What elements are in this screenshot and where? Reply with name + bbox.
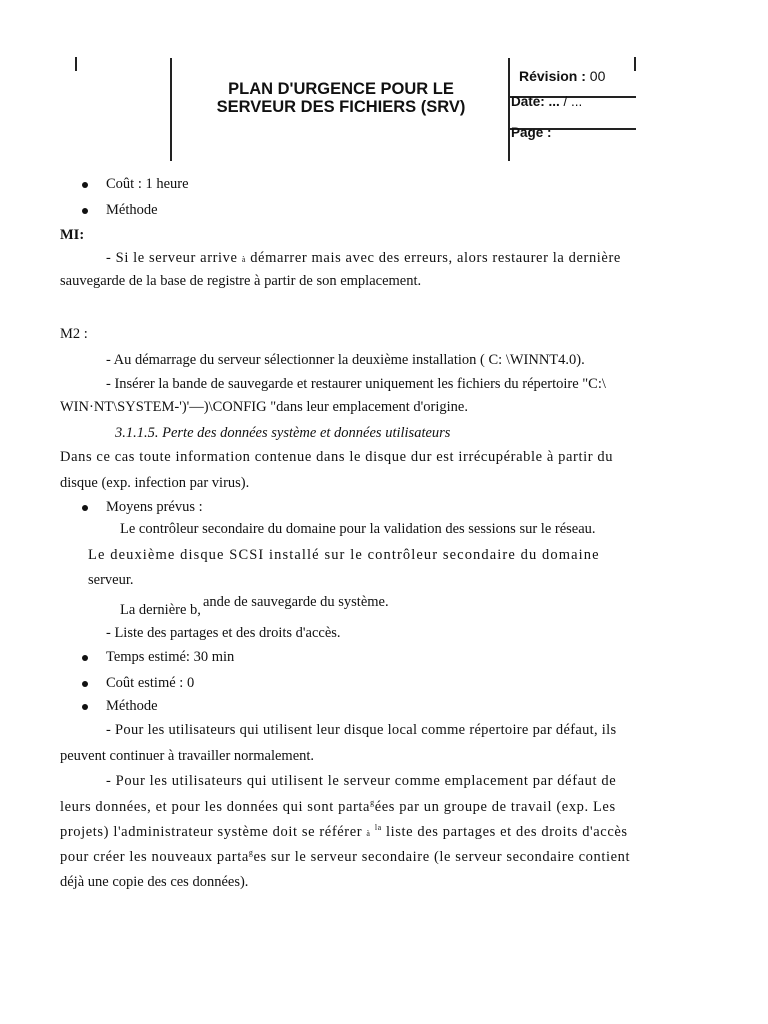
p2-line-3-b: liste des partages et des droits d'accès xyxy=(386,824,628,840)
p2-line-4-sup: g xyxy=(248,848,254,857)
bullet-dot xyxy=(82,655,88,661)
p2-line-1: - Pour les utilisateurs qui utilisent le serveur comme emplacement par défaut de xyxy=(106,773,617,789)
p2-line-2-a: leurs données, et pour les données qui sont parta xyxy=(60,799,371,815)
section-heading: 3.1.1.5. Perte des données système et données utilisateurs xyxy=(115,425,451,441)
moyen-1: Le contrôleur secondaire du domaine pour la validation des sessions sur le réseau. xyxy=(120,521,596,537)
moyen-2-line-2: serveur. xyxy=(88,572,134,588)
methode-item-2: Méthode xyxy=(106,698,158,714)
date-field xyxy=(511,94,582,109)
p2-line-2 xyxy=(60,798,616,816)
cout-estime-item: Coût estimé : 0 xyxy=(106,675,195,691)
m1-label: MI: xyxy=(60,227,85,243)
p2-line-4-a: pour créer les nouveaux parta xyxy=(60,849,249,865)
bullet-dot xyxy=(82,505,88,511)
revision-label: Révision : xyxy=(519,68,586,84)
p2-line-3-mark: à xyxy=(366,829,371,838)
moyen-4: - Liste des partages et des droits d'accès. xyxy=(106,625,341,641)
p2-line-4 xyxy=(60,848,630,866)
bullet-dot xyxy=(82,182,88,188)
temps-item: Temps estimé: 30 min xyxy=(106,649,235,665)
moyen-2-line-1: Le deuxième disque SCSI installé sur le contrôleur secondaire du domaine xyxy=(88,547,600,563)
m2-item-2-line-2: WIN·NT\SYSTEM-')'—)\CONFIG "dans leur emplacement d'origine. xyxy=(60,399,468,415)
date-value: / ... xyxy=(563,94,583,109)
page-label: Page : xyxy=(511,125,552,140)
m1-line-1 xyxy=(106,250,621,267)
p2-line-5: déjà une copie des ces données). xyxy=(60,874,249,890)
cout-item: Coût : 1 heure xyxy=(106,176,189,192)
m1-line-2: sauvegarde de la base de registre à partir de son emplacement. xyxy=(60,273,422,289)
revision-value: 00 xyxy=(589,68,606,84)
bullet-dot xyxy=(82,681,88,687)
p2-line-3-a: projets) l'administrateur système doit se référer xyxy=(60,824,363,840)
p2-line-2-sup: g xyxy=(370,798,375,807)
intro-line-2: disque (exp. infection par virus). xyxy=(60,475,250,491)
document-title xyxy=(172,80,510,116)
moyen-3-a: La dernière b, xyxy=(120,602,201,618)
m1-line-1-b: démarrer mais avec des erreurs, alors restaurer la dernière xyxy=(250,250,621,266)
title-line-2: SERVEUR DES FICHIERS (SRV) xyxy=(216,98,466,116)
date-label: Date: ... xyxy=(511,94,560,109)
p2-line-4-b: es sur le serveur secondaire (le serveur secondaire contient xyxy=(253,849,631,865)
p1-line-1: - Pour les utilisateurs qui utilisent leur disque local comme répertoire par défaut, ils xyxy=(106,722,617,738)
m1-line-1-mark: à xyxy=(241,255,246,264)
p2-line-2-b: ées par un groupe de travail (exp. Les xyxy=(374,799,616,815)
revision-field xyxy=(519,68,605,84)
bullet-dot xyxy=(82,208,88,214)
p1-line-2: peuvent continuer à travailler normalement. xyxy=(60,748,315,764)
page-field xyxy=(511,125,552,140)
title-line-1: PLAN D'URGENCE POUR LE xyxy=(228,80,454,98)
m2-item-1: - Au démarrage du serveur sélectionner la deuxième installation ( C: \WINNT4.0). xyxy=(106,352,585,368)
p2-line-3 xyxy=(60,823,628,841)
m1-line-1-a: - Si le serveur arrive xyxy=(106,250,238,266)
moyens-item: Moyens prévus : xyxy=(106,499,203,515)
p2-line-3-sup: la xyxy=(374,823,382,832)
header-left-tick xyxy=(75,57,77,71)
bullet-dot xyxy=(82,704,88,710)
methode-item: Méthode xyxy=(106,202,158,218)
intro-line-1: Dans ce cas toute information contenue dans le disque dur est irrécupérable à partir du xyxy=(60,449,614,465)
m2-item-2-line-1: - Insérer la bande de sauvegarde et restaurer uniquement les fichiers du répertoire "C:\ xyxy=(106,376,606,392)
moyen-3-b: ande de sauvegarde du système. xyxy=(203,594,389,610)
header-right-tick xyxy=(634,57,636,71)
m2-label: M2 : xyxy=(60,326,88,342)
